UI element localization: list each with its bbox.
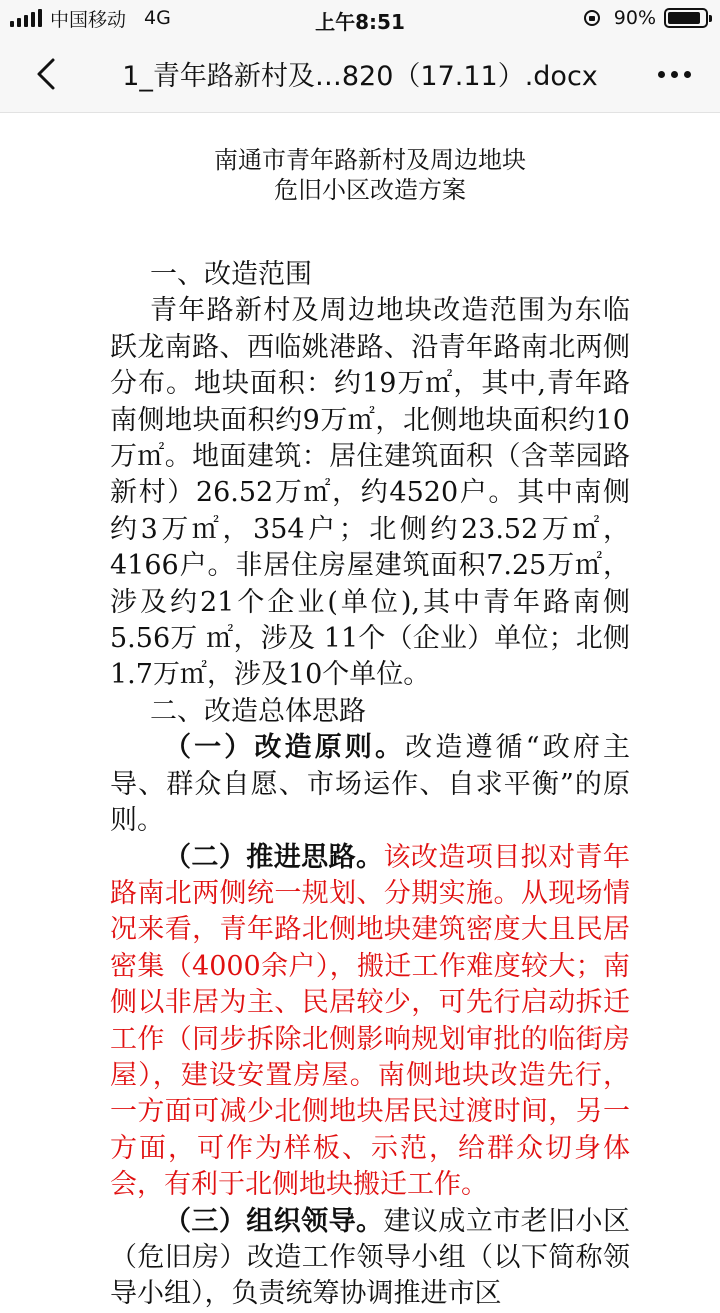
- item2-text: 该改造项目拟对青年路南北两侧统一规划、分期实施。从现场情况来看，青年路北侧地块建筑密度大且民居密集（4000余户），搬迁工作难度较大；南侧以非居为主、民居较少，可先行启动拆迁工作（同步拆除北侧影响规划审批的临街房屋），建设安置房屋。南侧地块改造先行，一方面可减少北侧地块居民过渡时间，另一方面，可作为样板、示范，给群众切身体会，有利于北侧地块搬迁工作。: [110, 841, 630, 1201]
- battery-fill: [668, 12, 700, 24]
- network-type: 4G: [144, 7, 171, 29]
- document-content: [110, 145, 630, 1313]
- document-title: 1_青年路新村及…820（17.11）.docx: [122, 61, 598, 92]
- more-dots-icon: [658, 71, 665, 78]
- item2-paragraph: [110, 840, 630, 1204]
- section1-heading: 一、改造范围: [150, 259, 312, 290]
- battery-icon: [664, 8, 708, 28]
- carrier-name: 中国移动: [50, 8, 127, 31]
- item2-label: （二）推进思路。: [164, 841, 384, 873]
- status-right: [584, 6, 708, 30]
- status-bar: [0, 0, 720, 36]
- chevron-left-icon: [35, 57, 57, 91]
- item3-paragraph: [110, 1204, 630, 1313]
- orientation-lock-icon: [584, 10, 600, 26]
- doc-heading: [110, 145, 630, 205]
- doc-title-line1: 南通市青年路新村及周边地块: [214, 146, 526, 174]
- section2-heading: 二、改造总体思路: [150, 695, 366, 727]
- doc-title-line2: 危旧小区改造方案: [274, 176, 466, 204]
- back-button[interactable]: [24, 52, 68, 96]
- more-button[interactable]: [648, 52, 700, 96]
- item3-text: 建议成立市老旧小区（危旧房）改造工作领导小组（以下简称领导小组），负责统筹协调推进市区: [110, 1205, 630, 1310]
- item1-paragraph: [110, 730, 630, 839]
- nav-bar: [0, 36, 720, 113]
- status-time: 上午8:51: [315, 10, 405, 34]
- doc-body: [110, 257, 630, 1313]
- item3-label: （三）组织领导。: [164, 1205, 384, 1237]
- section1-paragraph: 青年路新村及周边地块改造范围为东临跃龙南路、西临姚港路、沿青年路南北两侧分布。地块面积：约19万㎡，其中,青年路南侧地块面积约9万㎡，北侧地块面积约10万㎡。地面建筑：居住建筑面积（含莘园路新村）26.52万㎡，约4520户。其中南侧约3万㎡，354户；北侧约23.52万㎡，4166户。非居住房屋建筑面积7.25万㎡，涉及约21个企业(单位),其中青年路南侧5.56万 ㎡，涉及 11个（企业）单位；北侧1.7万㎡，涉及10个单位。: [110, 295, 630, 691]
- item1-label: （一）改造原则。: [164, 732, 406, 764]
- battery-percent: 90%: [613, 7, 656, 29]
- item1-text: 改造遵循“政府主导、群众自愿、市场运作、自求平衡”的原则。: [110, 732, 630, 837]
